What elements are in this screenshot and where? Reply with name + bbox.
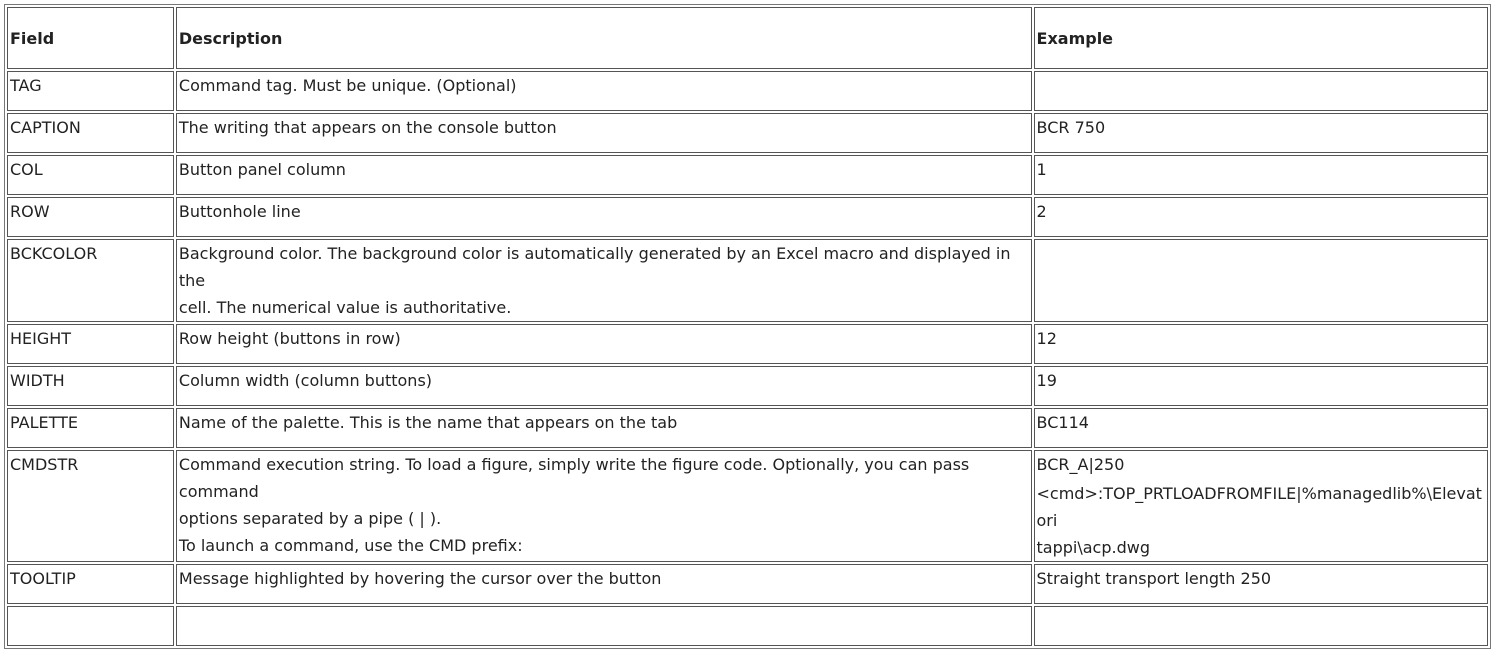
field-cell: HEIGHT: [7, 324, 174, 364]
table-row: [7, 239, 1488, 322]
field-cell: [7, 606, 174, 646]
example-line: BCR_A|250: [1036, 455, 1125, 474]
description-cell: [176, 564, 1032, 604]
field-cell: CAPTION: [7, 113, 174, 153]
example-line: BCR 750: [1036, 118, 1106, 137]
description-line: The writing that appears on the console button: [178, 118, 557, 137]
description-cell: [176, 239, 1032, 322]
field-cell: WIDTH: [7, 366, 174, 406]
example-cell: [1034, 324, 1488, 364]
table-row: [7, 408, 1488, 448]
example-cell: [1034, 197, 1488, 237]
table-row: [7, 113, 1488, 153]
field-cell: COL: [7, 155, 174, 195]
header-field: Field: [7, 7, 174, 69]
example-cell: [1034, 155, 1488, 195]
description-line: Name of the palette. This is the name that appears on the tab: [178, 413, 678, 432]
description-line: Background color. The background color is automatically generated by an Excel macro and displayed in the: [178, 244, 1011, 290]
description-cell: [176, 197, 1032, 237]
description-line: Message highlighted by hovering the cursor over the button: [178, 569, 662, 588]
example-cell: [1034, 564, 1488, 604]
description-line: To launch a command, use the CMD prefix:: [178, 536, 523, 555]
description-cell: [176, 155, 1032, 195]
description-line: Buttonhole line: [178, 202, 301, 221]
table-row: [7, 366, 1488, 406]
example-line: Straight transport length 250: [1036, 569, 1272, 588]
description-cell: [176, 113, 1032, 153]
example-cell: [1034, 366, 1488, 406]
description-line: Command tag. Must be unique. (Optional): [178, 76, 517, 95]
header-description: Description: [176, 7, 1032, 69]
description-line: Command execution string. To load a figure, simply write the figure code. Optionally, you can pass command: [178, 455, 970, 501]
example-line: 2: [1036, 202, 1047, 221]
example-cell: [1034, 113, 1488, 153]
example-line: 12: [1036, 329, 1057, 348]
field-cell: TAG: [7, 71, 174, 111]
field-cell: TOOLTIP: [7, 564, 174, 604]
description-line: options separated by a pipe ( | ).: [178, 509, 442, 528]
example-line: BC114: [1036, 413, 1089, 432]
example-line: tappi\acp.dwg: [1036, 538, 1150, 557]
field-cell: ROW: [7, 197, 174, 237]
table-row: [7, 71, 1488, 111]
table-row: [7, 564, 1488, 604]
fields-table: [4, 4, 1491, 649]
table-row: [7, 450, 1488, 562]
field-cell: CMDSTR: [7, 450, 174, 562]
example-line: <cmd>:TOP_PRTLOADFROMFILE|%managedlib%\Elevatori: [1036, 484, 1482, 530]
field-cell: PALETTE: [7, 408, 174, 448]
table-row: [7, 324, 1488, 364]
example-cell: [1034, 408, 1488, 448]
description-cell: [176, 71, 1032, 111]
description-cell: [176, 324, 1032, 364]
example-cell: [1034, 606, 1488, 646]
table-header-row: [7, 7, 1488, 69]
description-line: Row height (buttons in row): [178, 329, 401, 348]
table-row: [7, 197, 1488, 237]
description-cell: [176, 606, 1032, 646]
description-cell: [176, 408, 1032, 448]
description-line: Column width (column buttons): [178, 371, 433, 390]
description-cell: [176, 366, 1032, 406]
description-cell: [176, 450, 1032, 562]
example-line: 1: [1036, 160, 1047, 179]
description-line: cell. The numerical value is authoritative.: [178, 298, 512, 317]
table-row: [7, 155, 1488, 195]
description-line: Button panel column: [178, 160, 346, 179]
example-cell: [1034, 71, 1488, 111]
example-line: 19: [1036, 371, 1057, 390]
header-example: Example: [1034, 7, 1488, 69]
example-cell: [1034, 450, 1488, 562]
table-row: [7, 606, 1488, 646]
field-cell: BCKCOLOR: [7, 239, 174, 322]
example-cell: [1034, 239, 1488, 322]
